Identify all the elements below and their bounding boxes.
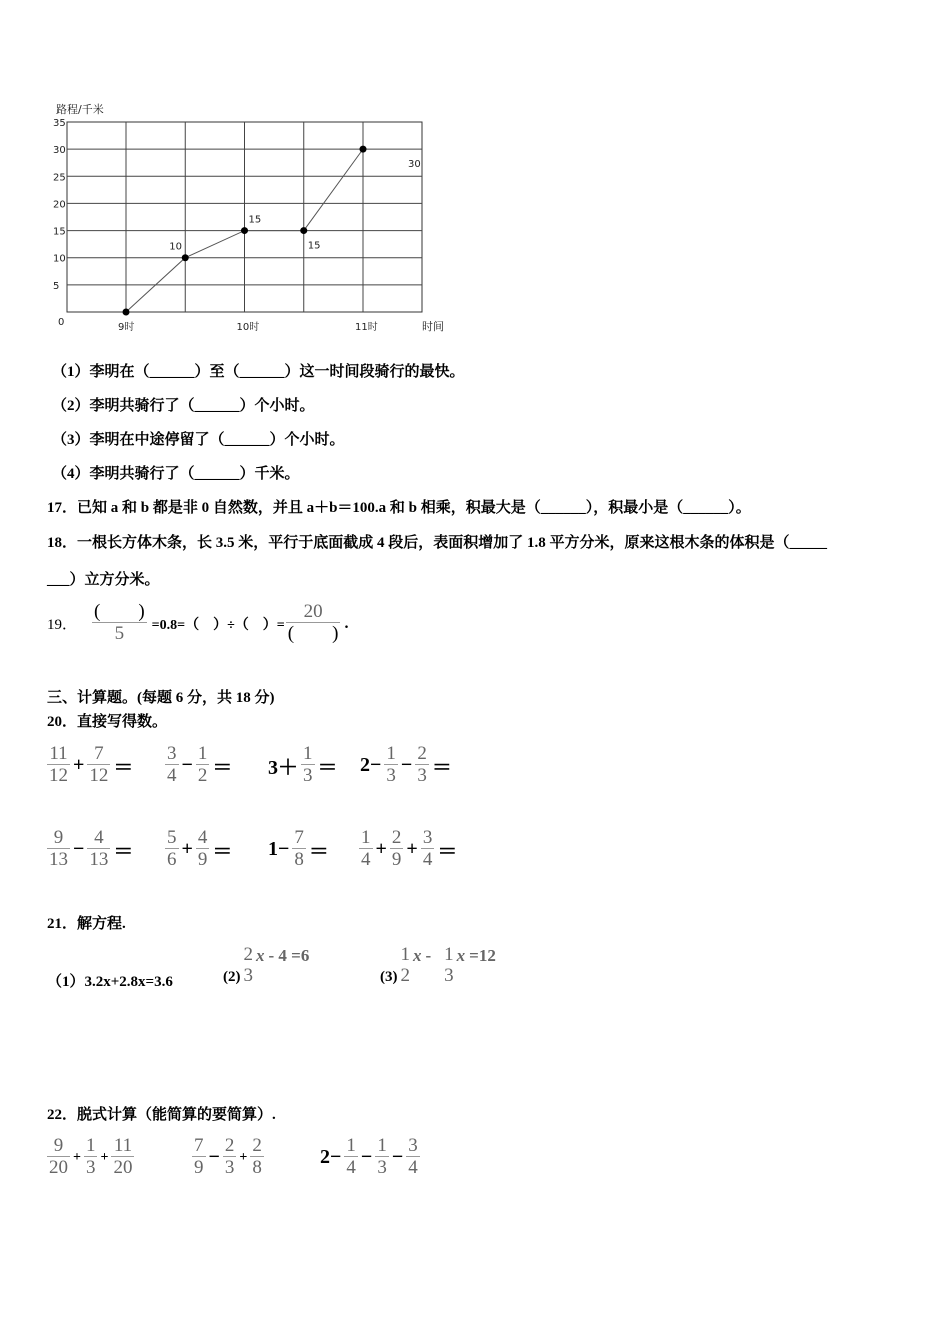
numerator: 3 bbox=[408, 1135, 418, 1156]
numerator: 2 bbox=[391, 827, 402, 848]
numerator: 7 bbox=[294, 827, 304, 848]
fraction bbox=[165, 744, 179, 787]
question-20: 20．直接写得数。 bbox=[47, 714, 168, 730]
fraction bbox=[442, 945, 456, 987]
operator: 2− bbox=[360, 754, 382, 776]
fraction bbox=[301, 744, 315, 787]
question-16-3: （3）李明在中途停留了（______）个小时。 bbox=[52, 432, 345, 448]
operator: − bbox=[360, 1146, 373, 1168]
numerator: 7 bbox=[194, 1135, 204, 1156]
section-3-title: 三、计算题。(每题 6 分，共 18 分) bbox=[47, 690, 275, 706]
operator: + bbox=[375, 838, 387, 860]
denominator: 3 bbox=[377, 1157, 387, 1178]
expression bbox=[266, 828, 331, 871]
operator: ＝ bbox=[431, 757, 452, 779]
equation-rest: =12 bbox=[469, 946, 496, 965]
denominator: 3 bbox=[417, 765, 427, 786]
fraction bbox=[87, 744, 110, 787]
denominator: 4 bbox=[167, 765, 177, 786]
fraction bbox=[84, 1136, 98, 1179]
fraction bbox=[406, 1136, 420, 1179]
question-16-1: （1）李明在（______）至（______）这一时间段骑行的最快。 bbox=[52, 364, 465, 380]
fraction bbox=[47, 828, 70, 871]
expression bbox=[358, 744, 454, 787]
fraction bbox=[192, 1136, 206, 1179]
operator: + bbox=[181, 838, 193, 860]
operator: ＝ bbox=[113, 757, 134, 779]
numerator: 3 bbox=[167, 743, 177, 764]
denominator: 20 bbox=[49, 1157, 68, 1178]
fraction bbox=[384, 744, 398, 787]
denominator: 8 bbox=[294, 849, 304, 870]
denominator: 3 bbox=[444, 965, 454, 986]
expression bbox=[266, 744, 340, 787]
denominator: 3 bbox=[85, 1157, 96, 1178]
fraction bbox=[375, 1136, 389, 1179]
numerator: 20 bbox=[303, 601, 323, 622]
equation-middle: =0.8=（ ）÷（ ）= bbox=[151, 617, 285, 633]
numerator: 1 bbox=[386, 743, 396, 764]
numerator: 2 bbox=[224, 1135, 235, 1156]
fraction bbox=[344, 1136, 358, 1179]
numerator: 1 bbox=[377, 1135, 387, 1156]
operator: ＝ bbox=[212, 841, 233, 863]
numerator: 11 bbox=[49, 743, 68, 764]
distance-time-chart bbox=[0, 0, 470, 345]
period: . bbox=[344, 614, 349, 632]
variable: x bbox=[256, 946, 265, 965]
y-tick-label: 30 bbox=[53, 145, 66, 157]
numerator: 2 bbox=[243, 944, 253, 965]
variable: x bbox=[456, 946, 466, 965]
fraction bbox=[196, 744, 210, 787]
denominator: 8 bbox=[252, 1157, 262, 1178]
minus: - bbox=[425, 946, 432, 965]
operator: ＝ bbox=[212, 757, 233, 779]
fraction bbox=[415, 744, 429, 787]
data-point bbox=[123, 309, 130, 316]
numerator: 9 bbox=[53, 1135, 64, 1156]
operator: 1− bbox=[268, 838, 290, 860]
denominator: 13 bbox=[49, 849, 68, 870]
numerator: 4 bbox=[94, 827, 104, 848]
numerator: 1 bbox=[400, 944, 410, 965]
equation-1: （1）3.2x+2.8x=3.6 bbox=[47, 974, 173, 990]
operator: − bbox=[73, 838, 85, 860]
data-point bbox=[241, 227, 248, 234]
data-point bbox=[182, 254, 189, 261]
numerator: 5 bbox=[167, 827, 177, 848]
equation-rest: - 4 =6 bbox=[268, 946, 310, 965]
equation-3 bbox=[380, 945, 496, 987]
numerator: ( ) bbox=[94, 601, 145, 622]
denominator: 6 bbox=[167, 849, 177, 870]
denominator: 4 bbox=[361, 849, 371, 870]
data-point bbox=[300, 227, 307, 234]
fraction bbox=[47, 744, 70, 787]
operator: + bbox=[239, 1149, 248, 1165]
numerator: 1 bbox=[361, 827, 371, 848]
variable: x bbox=[413, 946, 422, 965]
numerator: 2 bbox=[417, 743, 427, 764]
data-label: 15 bbox=[248, 214, 262, 226]
x-tick-label: 10时 bbox=[236, 322, 260, 333]
numerator: 1 bbox=[346, 1135, 356, 1156]
operator: ＝ bbox=[317, 757, 338, 779]
numerator: 11 bbox=[113, 1135, 133, 1156]
y-tick-label: 15 bbox=[53, 226, 66, 238]
y-tick-label: 35 bbox=[53, 118, 66, 129]
expression bbox=[358, 828, 459, 871]
operator: + bbox=[73, 754, 85, 776]
expression bbox=[46, 1136, 135, 1179]
numerator: 1 bbox=[303, 743, 313, 764]
data-label: 15 bbox=[307, 240, 321, 252]
question-18-cont: ___）立方分米。 bbox=[47, 572, 160, 588]
question-17: 17．已知 a 和 b 都是非 0 自然数，并且 a＋b＝100.a 和 b 相乘，积最大是（______），积最小是（______）。 bbox=[47, 500, 751, 516]
question-18: 18．一根长方体木条，长 3.5 米，平行于底面截成 4 段后，表面积增加了 1.8 平方分米，原来这根木条的体积是（_____ bbox=[47, 535, 828, 551]
y-tick-label: 5 bbox=[53, 280, 60, 292]
fraction bbox=[292, 828, 306, 871]
question-19 bbox=[47, 602, 348, 645]
expression bbox=[191, 1136, 265, 1179]
operator: 3＋ bbox=[268, 757, 298, 779]
fraction bbox=[390, 828, 404, 871]
denominator: 2 bbox=[400, 965, 410, 986]
operator: − bbox=[208, 1146, 220, 1168]
data-label: 10 bbox=[169, 241, 182, 253]
fraction bbox=[47, 1136, 70, 1179]
denominator: ( ) bbox=[287, 623, 339, 644]
fraction bbox=[87, 828, 110, 871]
numerator: 4 bbox=[197, 827, 208, 848]
numerator: 3 bbox=[422, 827, 433, 848]
numerator: 9 bbox=[53, 827, 64, 848]
operator: − bbox=[181, 754, 193, 776]
numerator: 1 bbox=[85, 1135, 96, 1156]
denominator: 4 bbox=[422, 849, 433, 870]
fraction bbox=[250, 1136, 264, 1179]
fraction bbox=[165, 828, 179, 871]
data-label: 30 bbox=[408, 159, 421, 171]
fraction bbox=[399, 945, 413, 987]
expression bbox=[46, 744, 135, 787]
operator: ＝ bbox=[308, 841, 329, 863]
fraction bbox=[421, 828, 435, 871]
denominator: 12 bbox=[89, 765, 109, 786]
expression bbox=[46, 828, 135, 871]
fraction bbox=[223, 1136, 237, 1179]
operator: − bbox=[391, 1146, 404, 1168]
question-16-2: （2）李明共骑行了（______）个小时。 bbox=[52, 398, 315, 414]
operator: 2− bbox=[320, 1146, 342, 1168]
denominator: 2 bbox=[197, 765, 208, 786]
fraction bbox=[196, 828, 210, 871]
fraction bbox=[111, 1136, 134, 1179]
operator: − bbox=[400, 754, 413, 776]
denominator: 12 bbox=[49, 765, 68, 786]
y-tick-label: 25 bbox=[53, 172, 66, 184]
denominator: 9 bbox=[391, 849, 402, 870]
operator: ＝ bbox=[113, 841, 134, 863]
denominator: 3 bbox=[303, 765, 313, 786]
denominator: 4 bbox=[408, 1157, 418, 1178]
fraction bbox=[359, 828, 373, 871]
operator: + bbox=[406, 838, 418, 860]
numerator: 1 bbox=[197, 743, 208, 764]
question-number: 19． bbox=[47, 617, 78, 633]
expression bbox=[164, 828, 234, 871]
operator: ＝ bbox=[437, 841, 458, 863]
y-tick-label: 0 bbox=[58, 317, 65, 328]
operator: + bbox=[100, 1149, 109, 1165]
y-tick-label: 20 bbox=[53, 199, 66, 211]
denominator: 3 bbox=[224, 1157, 235, 1178]
expression bbox=[318, 1136, 421, 1179]
fraction bbox=[286, 602, 341, 645]
x-tick-label: 9时 bbox=[118, 322, 135, 333]
question-21: 21．解方程. bbox=[47, 916, 126, 932]
numerator: 7 bbox=[94, 743, 104, 764]
numerator: 2 bbox=[252, 1135, 262, 1156]
denominator: 3 bbox=[386, 765, 396, 786]
question-22: 22．脱式计算（能简算的要简算）. bbox=[47, 1107, 276, 1123]
x-tick-label: 11时 bbox=[355, 322, 378, 333]
question-16-4: （4）李明共骑行了（______）千米。 bbox=[52, 466, 300, 482]
denominator: 3 bbox=[243, 965, 253, 986]
denominator: 4 bbox=[346, 1157, 356, 1178]
fraction bbox=[242, 945, 256, 987]
equation-label: (2) bbox=[223, 968, 241, 985]
denominator: 13 bbox=[89, 849, 109, 870]
fraction bbox=[92, 602, 147, 645]
equation-label: (3) bbox=[380, 968, 398, 985]
x-axis-label: 时间 bbox=[422, 320, 444, 333]
equation-2 bbox=[223, 945, 309, 987]
y-axis-label: 路程/千米 bbox=[56, 103, 104, 116]
y-tick-label: 10 bbox=[53, 253, 66, 265]
expression bbox=[164, 744, 234, 787]
operator: + bbox=[73, 1149, 81, 1165]
denominator: 20 bbox=[113, 1157, 133, 1178]
denominator: 9 bbox=[194, 1157, 204, 1178]
denominator: 9 bbox=[197, 849, 208, 870]
denominator: 5 bbox=[114, 623, 125, 644]
data-point bbox=[360, 146, 367, 153]
numerator: 1 bbox=[444, 944, 454, 965]
